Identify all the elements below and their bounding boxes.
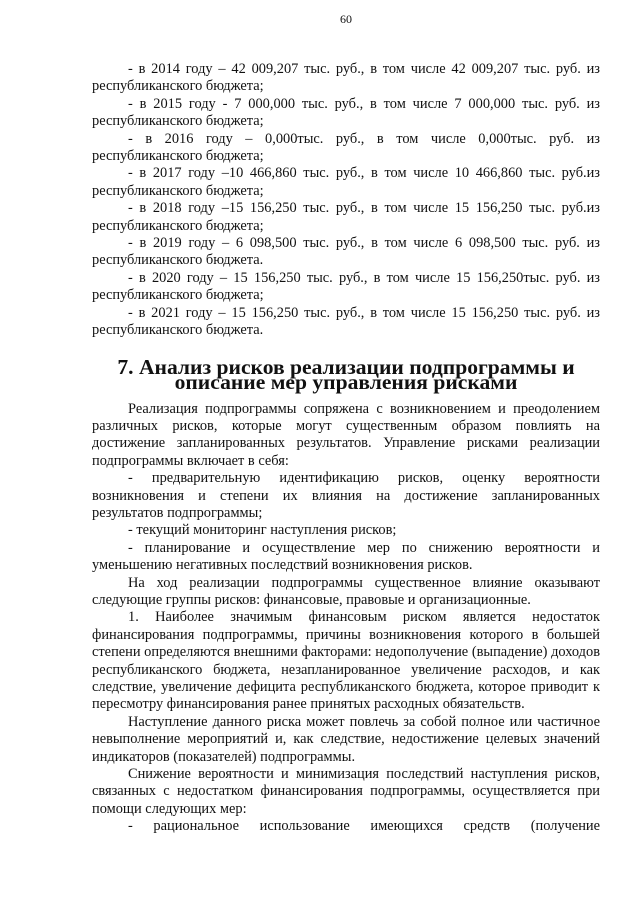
paragraph-risk-consequence: Наступление данного риска может повлечь за собой полное или частичное невыполнение мероприятий и, как следствие, недостижение целевых значений индикаторов (показателей) подпрограммы. xyxy=(92,713,600,765)
funding-item-2020: - в 2020 году – 15 156,250 тыс. руб., в том числе 15 156,250тыс. руб. из республиканского бюджета; xyxy=(92,269,600,304)
funding-item-2019: - в 2019 году – 6 098,500 тыс. руб., в том числе 6 098,500 тыс. руб. из республиканского бюджета. xyxy=(92,235,600,269)
list-item-monitoring: - текущий мониторинг наступления рисков; xyxy=(128,522,397,539)
section-heading: 7. Анализ рисков реализации подпрограммы и описание мер управления рисками xyxy=(117,354,575,394)
funding-item-2015: - в 2015 году - 7 000,000 тыс. руб., в том числе 7 000,000 тыс. руб. из республиканского бюджета; xyxy=(92,95,600,130)
funding-item-2014: - в 2014 году – 42 009,207 тыс. руб., в том числе 42 009,207 тыс. руб. из республиканского бюджета; xyxy=(92,61,600,95)
funding-item-2016: - в 2016 году – 0,000тыс. руб., в том числе 0,000тыс. руб. из республиканского бюджета; xyxy=(92,130,600,165)
funding-item-2017: - в 2017 году –10 466,860 тыс. руб., в том числе 10 466,860 тыс. руб.из республиканского бюджета; xyxy=(92,165,600,199)
list-item-identification: - предварительную идентификацию рисков, оценку вероятности возникновения и степени их влияния на достижение запланированных результатов подпрограммы; xyxy=(92,470,600,521)
funding-list xyxy=(92,61,600,340)
page-number: 60 xyxy=(340,12,352,26)
paragraph-risk-groups: На ход реализации подпрограммы существенное влияние оказывают следующие группы рисков: финансовые, правовые и организационные. xyxy=(92,574,600,608)
funding-item-2018: - в 2018 году –15 156,250 тыс. руб., в том числе 15 156,250 тыс. руб.из республиканского бюджета; xyxy=(92,200,600,234)
funding-item-2021: - в 2021 году – 15 156,250 тыс. руб., в том числе 15 156,250 тыс. руб. из республиканского бюджета. xyxy=(92,304,600,339)
paragraph-mitigation: Снижение вероятности и минимизация последствий наступления рисков, связанных с недостатком финансирования подпрограммы, осуществляется при помощи следующих мер: xyxy=(92,766,600,817)
paragraph-intro: Реализация подпрограммы сопряжена с возникновением и преодолением различных рисков, которые могут существенным образом повлиять на достижение запланированных результатов. Управление рисками реализации подпрограммы включает в себя: xyxy=(92,400,600,469)
list-item-rational-use: - рациональное использование имеющихся средств (получение xyxy=(128,818,600,835)
list-item-planning: - планирование и осуществление мер по снижению вероятности и уменьшению негативных последствий возникновения рисков. xyxy=(92,539,600,574)
section-body xyxy=(92,401,600,836)
paragraph-financial-risk: 1. Наиболее значимым финансовым риском является недостаток финансирования подпрограммы, причины возникновения которого в большей степени определяются внешними факторами: недополучение (выпадение) доходов республиканского бюджета, незапланированное увеличение расходов, и как следствие, увеличение дефицита республиканского бюджета, которое приводит к пересмотру финансирования ранее принятых расходных обязательств. xyxy=(92,609,600,713)
